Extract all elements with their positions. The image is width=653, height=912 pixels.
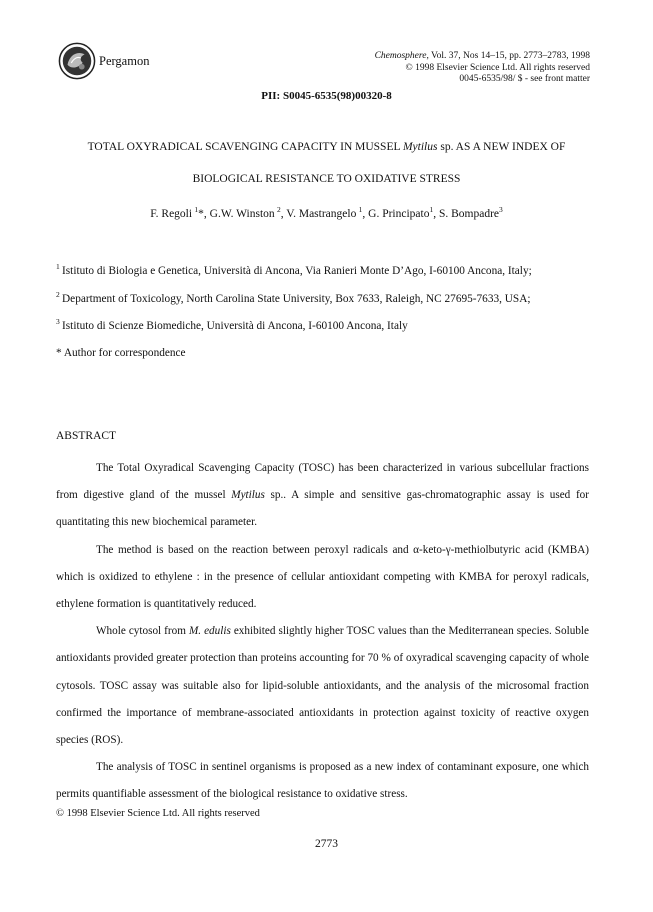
- correspondence-marker: *,: [198, 208, 210, 220]
- title-text: BIOLOGICAL RESISTANCE TO OXIDATIVE STRESS: [192, 173, 461, 185]
- author-name: , S. Bompadre: [433, 208, 500, 220]
- author-name: G.W. Winston: [209, 208, 275, 220]
- affiliation: [56, 292, 616, 307]
- article-title: [40, 131, 613, 195]
- author-affil-marker: 1: [429, 205, 434, 215]
- publisher-logo: [58, 42, 96, 80]
- abstract-genus: Mytilus: [231, 489, 265, 502]
- affiliation-text: Istituto di Scienze Biomediche, Università di Ancona, I-60100 Ancona, Italy: [62, 320, 408, 332]
- abstract-species: M. edulis: [188, 625, 231, 638]
- journal-name: Chemosphere: [374, 51, 427, 61]
- correspondence-note: * Author for correspondence: [56, 347, 186, 359]
- author-name: F. Regoli: [150, 208, 193, 220]
- affiliation-text: Department of Toxicology, North Carolina State University, Box 7633, Raleigh, NC 27695-7633, USA;: [62, 293, 531, 305]
- affiliation: [56, 264, 616, 279]
- abstract-paragraph: The method is based on the reaction between peroxyl radicals and α-keto-γ-methiolbutyric acid (KMBA) which is oxidized to ethylene : in the presence of cellular antioxidant competing with KMBA for peroxyl radicals, ethylene formation is quantitatively reduced.: [56, 543, 589, 611]
- abstract-paragraph: [56, 455, 589, 537]
- abstract-text: Whole cytosol from: [96, 625, 189, 638]
- author-affil-marker: 1: [194, 205, 199, 215]
- page-number: 2773: [315, 838, 338, 850]
- author-affil-marker: 2: [276, 205, 281, 215]
- journal-issn: 0045-6535/98/ $ - see front matter: [459, 74, 590, 85]
- affiliation-text: Istituto di Biologia e Genetica, Università di Ancona, Via Ranieri Monte D’Ago, I-60100 Ancona, Italy;: [62, 265, 532, 277]
- title-genus: Mytilus: [402, 141, 438, 153]
- affiliation-number: 3: [56, 317, 60, 327]
- abstract-text: exhibited slightly higher TOSC values than the Mediterranean species. Soluble antioxidants provided greater protection than proteins accounting for 70 % of oxyradical scavenging capacity of whole cytosols. TOSC assay was suitable also for lipid-soluble antioxidants, and the analysis of the microsomal fraction confirmed the importance of membrane-associated antioxidants in protection against toxicity of reactive oxygen species (ROS).: [56, 625, 589, 747]
- abstract-paragraph: [56, 618, 589, 754]
- author-name: , G. Principato: [362, 208, 430, 220]
- affiliation-number: 1: [56, 262, 60, 272]
- title-text: sp. AS A NEW INDEX OF: [437, 141, 566, 153]
- author-affil-marker: 3: [499, 205, 503, 215]
- publisher-name: Pergamon: [99, 54, 150, 68]
- abstract-text: sp.. A simple and sensitive gas-chromatographic assay is used for quantitating this new biochemical parameter.: [56, 489, 589, 529]
- abstract-paragraph: The analysis of TOSC in sentinel organisms is proposed as a new index of contaminant exposure, one which permits quantifiable assessment of the biological resistance to oxidative stress.: [56, 761, 589, 801]
- author-name: , V. Mastrangelo: [280, 208, 357, 220]
- abstract-body: [56, 455, 589, 809]
- author-affil-marker: 1: [358, 205, 363, 215]
- journal-copyright: © 1998 Elsevier Science Ltd. All rights reserved: [405, 62, 590, 73]
- abstract-heading: ABSTRACT: [56, 430, 117, 442]
- pii-identifier: PII: S0045-6535(98)00320-8: [261, 90, 392, 102]
- journal-info: [375, 51, 590, 86]
- abstract-copyright: © 1998 Elsevier Science Ltd. All rights reserved: [56, 808, 260, 819]
- author-list: [0, 205, 653, 220]
- journal-reference: , Vol. 37, Nos 14–15, pp. 2773–2783, 1998: [426, 51, 590, 61]
- affiliation: [56, 319, 616, 334]
- abstract-text: The Total Oxyradical Scavenging Capacity (TOSC) has been characterized in various subcellular fractions from digestive gland of the mussel: [56, 462, 589, 502]
- affiliation-number: 2: [56, 290, 60, 300]
- title-text: TOTAL OXYRADICAL SCAVENGING CAPACITY IN MUSSEL: [87, 141, 403, 153]
